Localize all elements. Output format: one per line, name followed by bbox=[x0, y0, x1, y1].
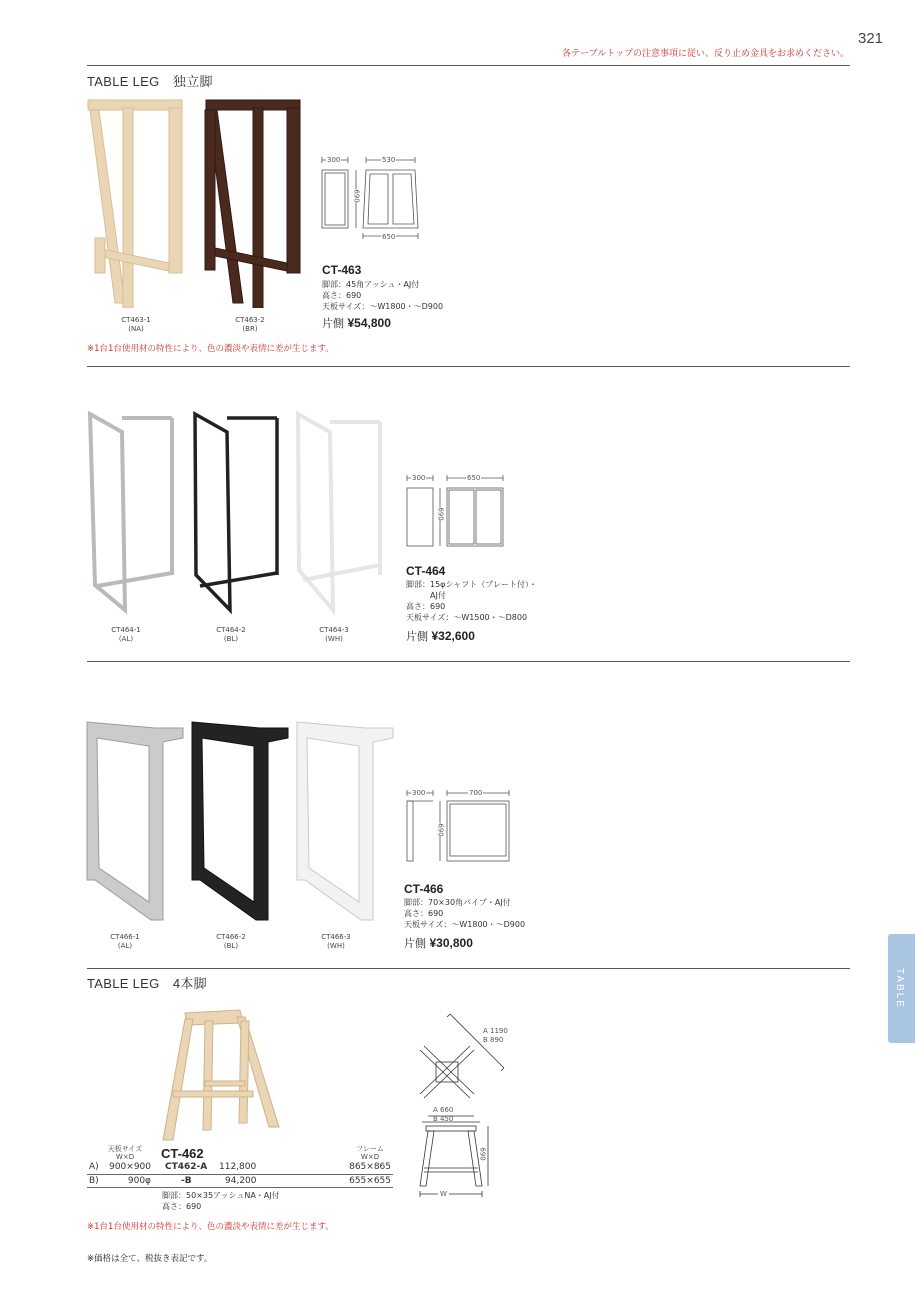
ct464-dim-height: 690 bbox=[436, 507, 445, 521]
ct463-caption-1: CT463-1 (NA) bbox=[121, 316, 151, 333]
ct466-model: CT-466 bbox=[404, 882, 444, 896]
ct464-caption-2: CT464-2 (BL) bbox=[216, 626, 246, 643]
table-row: A) 900×900 CT462-A 112,800 865×865 bbox=[89, 1162, 391, 1173]
ct466-dimension-drawing bbox=[403, 785, 518, 870]
ct463-dim-height: 690 bbox=[352, 189, 361, 203]
section-title-four-leg: TABLE LEG 4本脚 bbox=[87, 976, 207, 991]
ct462-model: CT-462 bbox=[161, 1146, 204, 1161]
divider bbox=[87, 366, 850, 367]
ct463-spec: 脚部：45角アッシュ・AJ付 高さ：690 天板サイズ：～W1800・～D900 bbox=[322, 280, 444, 311]
ct462-top-size-header: 天板サイズ W×D bbox=[107, 1145, 143, 1161]
ct462-price-table bbox=[87, 1161, 393, 1188]
ct464-model: CT-464 bbox=[406, 564, 446, 578]
ct464-wh-photo bbox=[293, 410, 388, 620]
divider bbox=[87, 65, 850, 66]
ct464-bl-photo bbox=[190, 410, 285, 620]
ct463-na-photo bbox=[85, 98, 195, 308]
ct463-br-photo bbox=[203, 98, 313, 308]
ct466-al-photo bbox=[85, 720, 190, 930]
ct463-dimension-drawing bbox=[318, 152, 428, 247]
page-number: 321 bbox=[858, 30, 884, 47]
ct464-dim-width: 650 bbox=[467, 474, 481, 482]
ct464-al-photo bbox=[85, 410, 180, 620]
ct462-plan-dims: A 1190 B 890 bbox=[483, 1027, 508, 1044]
ct462-plan-drawing bbox=[412, 1010, 522, 1105]
ct464-dimension-drawing bbox=[403, 470, 513, 555]
ct462-front-dims: A 660 B 450 bbox=[433, 1106, 454, 1123]
ct463-caption-2: CT463-2 (BR) bbox=[235, 316, 265, 333]
section-title-independent: TABLE LEG 独立脚 bbox=[87, 74, 213, 89]
ct466-dim-width: 700 bbox=[469, 789, 483, 797]
ct463-dim-width-bottom: 650 bbox=[382, 233, 396, 241]
top-notice: 各テーブルトップの注意事項に従い、反り止め金具をお求めください。 bbox=[562, 49, 849, 59]
side-tab-table[interactable] bbox=[888, 934, 915, 1043]
ct466-caption-1: CT466-1 (AL) bbox=[110, 933, 140, 950]
ct466-caption-3: CT466-3 (WH) bbox=[321, 933, 351, 950]
ct463-dim-width-top: 530 bbox=[382, 156, 396, 164]
ct466-spec: 脚部：70×30角パイプ・AJ付 高さ：690 天板サイズ：～W1800・～D900 bbox=[404, 898, 526, 929]
divider bbox=[87, 968, 850, 969]
ct462-spec: 脚部：50×35アッシュNA・AJ付 高さ：690 bbox=[162, 1191, 280, 1211]
ct464-caption-3: CT464-3 (WH) bbox=[319, 626, 349, 643]
ct466-dim-height: 690 bbox=[436, 823, 445, 837]
ct464-dim-depth: 300 bbox=[412, 474, 426, 482]
ct463-dim-depth: 300 bbox=[327, 156, 341, 164]
ct463-warning: ※1台1台使用材の特性により、色の濃淡や表情に差が生じます。 bbox=[87, 344, 334, 354]
ct462-photo bbox=[155, 1005, 285, 1145]
ct462-dim-w: W bbox=[440, 1190, 447, 1198]
ct466-wh-photo bbox=[295, 720, 400, 930]
ct464-price: 片側 ¥32,600 bbox=[406, 629, 475, 643]
footer-note: ※価格は全て、税抜き表記です。 bbox=[87, 1254, 213, 1264]
ct462-frame-header: フレーム W×D bbox=[356, 1145, 384, 1161]
ct463-price: 片側 ¥54,800 bbox=[322, 316, 391, 330]
ct462-dim-height: 690 bbox=[478, 1147, 487, 1161]
ct462-front-drawing bbox=[412, 1110, 502, 1205]
table-row: B) 900φ -B 94,200 655×655 bbox=[89, 1175, 391, 1186]
ct463-model: CT-463 bbox=[322, 263, 362, 277]
divider bbox=[87, 661, 850, 662]
ct466-price: 片側 ¥30,800 bbox=[404, 936, 473, 950]
ct466-caption-2: CT466-2 (BL) bbox=[216, 933, 246, 950]
ct464-caption-1: CT464-1 (AL) bbox=[111, 626, 141, 643]
ct464-spec: 脚部：15φシャフト（プレート付）・ AJ付 高さ：690 天板サイズ：～W1500・～D800 bbox=[406, 580, 537, 622]
ct466-dim-depth: 300 bbox=[412, 789, 426, 797]
ct462-warning: ※1台1台使用材の特性により、色の濃淡や表情に差が生じます。 bbox=[87, 1222, 334, 1232]
side-tab-label: TABLE bbox=[894, 968, 905, 1009]
ct466-bl-photo bbox=[190, 720, 295, 930]
